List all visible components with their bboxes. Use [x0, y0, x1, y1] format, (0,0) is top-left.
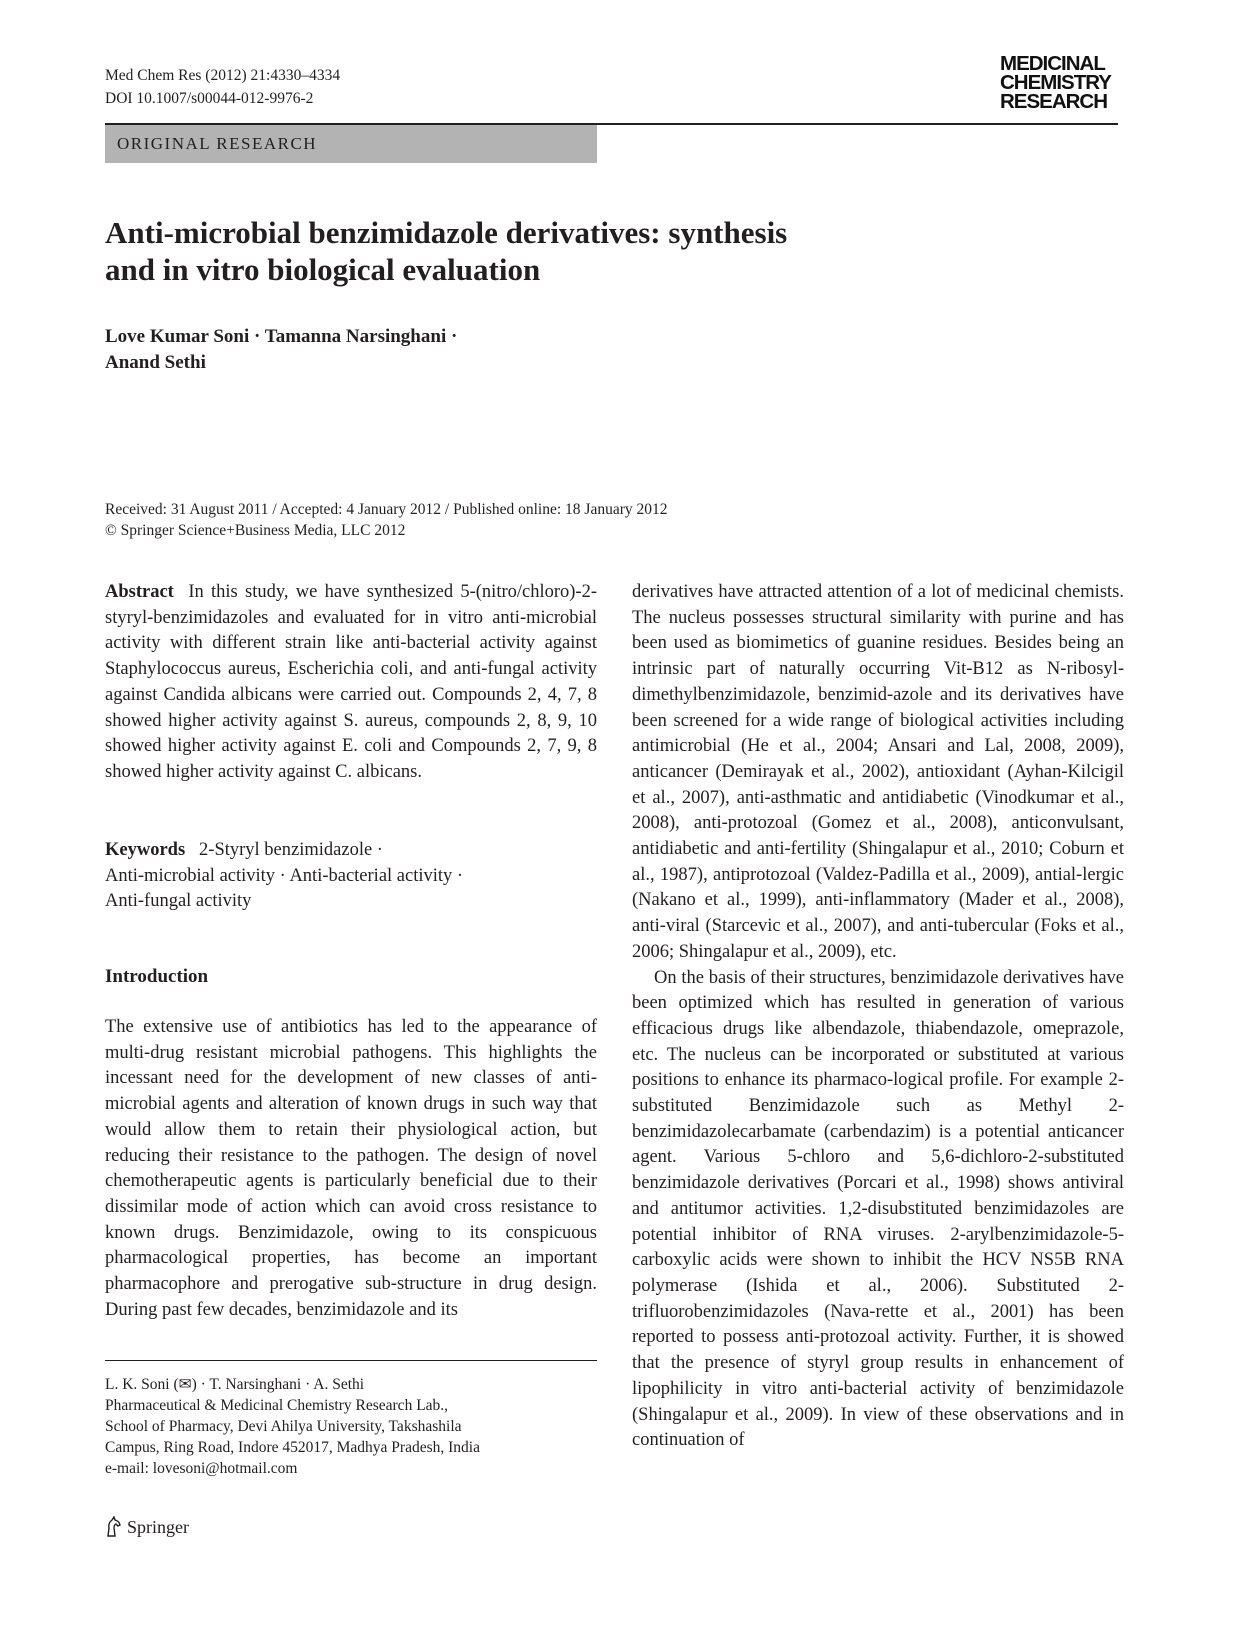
- abstract: [105, 580, 597, 786]
- keywords-label: Keywords: [105, 840, 186, 860]
- body-paragraph-1: derivatives have attracted attention of a lot of medicinal chemists. The nucleus possesses structural similarity with purine and has been used as biomimetics of guanine residues. Besides being an intrinsic part of naturally occurring Vit-B12 as N-ribosyl-dimethylbenzimidazole, benzimid-azole and its derivatives have been screened for a wide range of biological activities including antimicrobial (He et al., 2004; Ansari and Lal, 2008, 2009), anticancer (Demirayak et al., 2002), antioxidant (Ayhan-Kilcigil et al., 2007), anti-asthmatic and antidiabetic (Vinodkumar et al., 2008), anti-protozoal (Gomez et al., 2008), anticonvulsant, antidiabetic and anti-fertility (Shingalapur et al., 2010; Coburn et al., 1987), antiprotozoal (Valdez-Padilla et al., 2009), antial-lergic (Nakano et al., 1999), anti-inflammatory (Mader et al., 2008), anti-viral (Starcevic et al., 2007), and anti-tubercular (Foks et al., 2006; Shingalapur et al., 2009), etc.: [632, 582, 1124, 962]
- keywords-line-2: Anti-microbial activity · Anti-bacterial activity ·: [105, 865, 464, 886]
- author-affiliation: [105, 1374, 597, 1479]
- springer-horse-icon: [105, 1516, 123, 1538]
- keywords: [105, 838, 597, 915]
- footnote-line-2: Pharmaceutical & Medicinal Chemistry Research Lab.,: [105, 1397, 449, 1414]
- title-line-2: and in vitro biological evaluation: [105, 252, 541, 287]
- article-title: [105, 214, 905, 288]
- abstract-label: Abstract: [105, 582, 174, 602]
- logo-line-1: MEDICINAL: [1000, 52, 1105, 75]
- introduction-paragraph: [105, 1015, 597, 1323]
- introduction-text: The extensive use of antibiotics has led to the appearance of multi-drug resistant microbial pathogens. This highlights the incessant need for the development of new classes of anti-microbial agents and alteration of known drugs in such way that would allow them to retain their physiological action, but reducing their resistance to the pathogen. The design of novel chemotherapeutic agents is particularly beneficial due to their dissimilar mode of action which can avoid cross resistance to known drugs. Benzimidazole, owing to its conspicuous pharmacological properties, has become an important pharmacophore and prerogative sub-structure in drug design. During past few decades, benzimidazole and its: [105, 1017, 597, 1320]
- publisher-name: Springer: [127, 1516, 189, 1537]
- journal-citation: [105, 64, 340, 110]
- publication-dates: [105, 499, 668, 541]
- doi-line: DOI 10.1007/s00044-012-9976-2: [105, 90, 314, 107]
- footnote-line-4: Campus, Ring Road, Indore 452017, Madhya Pradesh, India: [105, 1439, 480, 1456]
- authors-line-2: Anand Sethi: [105, 352, 206, 373]
- introduction-heading: Introduction: [105, 966, 209, 987]
- publisher-footer: [105, 1516, 189, 1538]
- title-line-1: Anti-microbial benzimidazole derivatives: synthesis: [105, 215, 788, 250]
- dates-line: Received: 31 August 2011 / Accepted: 4 January 2012 / Published online: 18 January 2012: [105, 501, 668, 518]
- keywords-line-3: Anti-fungal activity: [105, 891, 252, 912]
- authors-line-1: Love Kumar Soni · Tamanna Narsinghani ·: [105, 326, 458, 347]
- body-paragraph-2: On the basis of their structures, benzimidazole derivatives have been optimized which has resulted in generation of various efficacious drugs like albendazole, thiabendazole, omeprazole, etc. The nucleus can be incorporated or substituted at various positions to enhance its pharmaco-logical profile. For example 2-substituted Benzimidazole such as Methyl 2-benzimidazolecarbamate (carbendazim) is a potential anticancer agent. Various 5-chloro and 5,6-dichloro-2-substituted benzimidazole derivatives (Porcari et al., 1998) shows antiviral and antitumor activities. 1,2-disubstituted benzimidazoles are potential inhibitor of RNA viruses. 2-arylbenzimidazole-5-carboxylic acids were shown to inhibit the HCV NS5B RNA polymerase (Ishida et al., 2006). Substituted 2-trifluorobenzimidazoles (Nava-rette et al., 2001) has been reported to possess anti-protozoal activity. Further, it is showed that the presence of styryl group results in enhancement of lipophilicity in vitro anti-bacterial activity of benzimidazole (Shingalapur et al., 2009). In view of these observations and in continuation of: [632, 967, 1124, 1451]
- keywords-line-1: 2-Styryl benzimidazole ·: [199, 840, 383, 860]
- section-label: ORIGINAL RESEARCH: [105, 125, 597, 163]
- footnote-email[interactable]: e-mail: lovesoni@hotmail.com: [105, 1460, 298, 1477]
- footnote-line-1: L. K. Soni (✉) · T. Narsinghani · A. Sethi: [105, 1376, 365, 1393]
- journal-line: Med Chem Res (2012) 21:4330–4334: [105, 67, 341, 84]
- abstract-text: In this study, we have synthesized 5-(nitro/chloro)-2-styryl-benzimidazoles and evaluated for in vitro anti-microbial activity with different strain like anti-bacterial activity against Staphylococcus aureus, Escherichia coli, and anti-fungal activity against Candida albicans were carried out. Compounds 2, 4, 7, 8 showed higher activity against S. aureus, compounds 2, 8, 9, 10 showed higher activity against E. coli and Compounds 2, 7, 9, 8 showed higher activity against C. albicans.: [105, 582, 597, 782]
- footnote-line-3: School of Pharmacy, Devi Ahilya University, Takshashila: [105, 1418, 462, 1435]
- body-right-column: [632, 580, 1124, 1454]
- logo-line-3: RESEARCH: [1000, 90, 1108, 113]
- author-list: [105, 324, 457, 376]
- logo-line-2: CHEMISTRY: [1000, 71, 1111, 94]
- copyright-line: © Springer Science+Business Media, LLC 2012: [105, 522, 406, 539]
- journal-logo: [1000, 54, 1111, 111]
- footnote-rule: [105, 1360, 597, 1361]
